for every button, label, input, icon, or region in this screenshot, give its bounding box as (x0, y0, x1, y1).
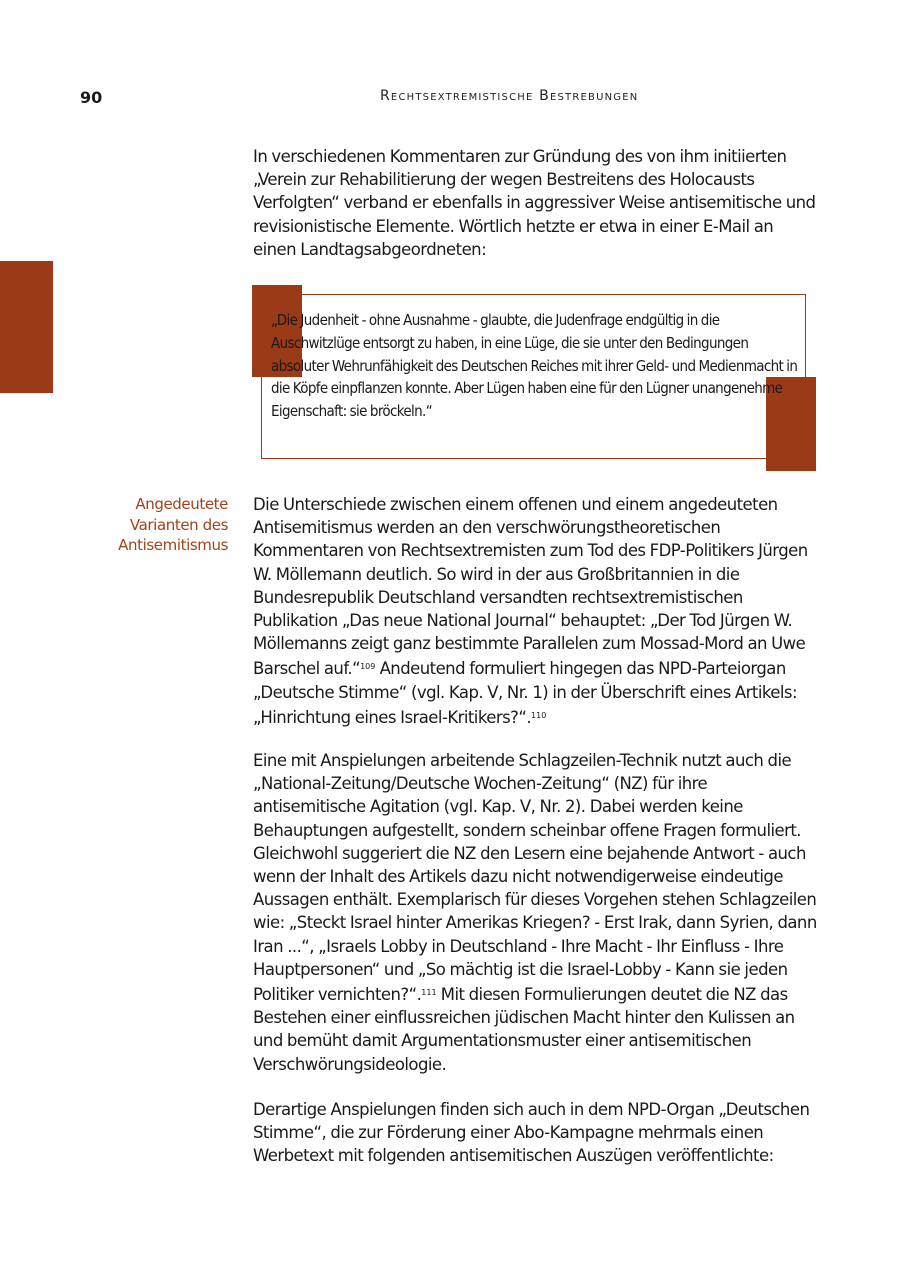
block-quote: „Die Judenheit - ohne Ausnahme - glaubte, die Judenfrage endgültig in die Auschwitzlüge entsorgt zu haben, in eine Lüge, die sie unter den Bedingungen absoluter Wehrunfähigkeit des Deutschen Reiches mit ihrer Geld- und Medienmacht in die Köpfe einpflanzen konnte. Aber Lügen haben eine für den Lügner unangenehme Eigenschaft: sie bröckeln.“ (271, 311, 798, 421)
footnote-ref-111: 111 (421, 988, 437, 998)
paragraph-2-text-a: Die Unterschiede zwischen einem offenen und einem angedeuteten Antisemitismus werden an den verschwörungstheoretischen Kommentaren von Rechtsextremisten zum Tod des FDP-Politikers Jürgen W. Möllemann deutlich. So wird in der aus Großbritannien in die Bundesrepublik Deutschland versandten rechtsextremistischen Publikation „Das neue National Journal“ behauptet: „Der Tod Jürgen W. Möllemanns zeigt ganz bestimmte Parallelen zum Mossad-Mord an Uwe Barschel auf.“ (253, 495, 808, 679)
running-head: Rechtsextremistische Bestrebungen (380, 88, 639, 104)
footnote-ref-110: 110 (531, 710, 547, 720)
paragraph-3-text-a: Eine mit Anspielungen arbeitende Schlagzeilen-Technik nutzt auch die „National-Zeitung/Deutsche Wochen-Zeitung“ (NZ) für ihre antisemitische Agitation (vgl. Kap. V, Nr. 2). Dabei werden keine Behauptungen aufgestellt, sondern scheinbar offene Fragen formuliert. Gleichwohl suggeriert die NZ den Lesern eine bejahende Antwort - auch wenn der Inhalt des Artikels dazu nicht notwendigerweise eindeutige Aussagen enthält. Exemplarisch für dieses Vorgehen stehen Schlagzeilen wie: „Steckt Israel hinter Amerikas Kriegen? - Erst Irak, dann Syrien, dann Iran ...“, „Israels Lobby in Deutschland - Ihre Macht - Ihr Einfluss - Ihre Hauptpersonen“ und „So mächtig ist die Israel-Lobby - Kann sie jeden Politiker vernichten?“. (253, 751, 817, 1005)
chapter-side-tab (0, 261, 53, 393)
paragraph-3 (253, 749, 818, 1076)
margin-note: Angedeutete Varianten des Antisemitismus (118, 495, 228, 554)
paragraph-2 (253, 493, 818, 729)
footnote-ref-109: 109 (360, 662, 376, 672)
paragraph-3-text-b: Mit diesen Formulierungen deutet die NZ das Bestehen einer einflussreichen jüdischen Macht hinter den Kulissen an und bemüht damit Argumentationsmuster einer antisemitischen Verschwörungsideologie. (253, 985, 795, 1074)
paragraph-2-text-b: Andeutend formuliert hingegen das NPD-Parteiorgan „Deutsche Stimme“ (vgl. Kap. V, Nr. 1) in der Überschrift eines Artikels: „Hinrichtung eines Israel-Kritikers?“. (253, 659, 797, 727)
intro-paragraph: In verschiedenen Kommentaren zur Gründung des von ihm initiierten „Verein zur Rehabilitierung der wegen Bestreitens des Holocausts Verfolgten“ verband er ebenfalls in aggressiver Weise antisemitische und revisionistische Elemente. Wörtlich hetzte er etwa in einer E-Mail an einen Landtagsabgeordneten: (253, 147, 816, 259)
paragraph-4: Derartige Anspielungen finden sich auch in dem NPD-Organ „Deutschen Stimme“, die zur Förderung einer Abo-Kampagne mehrmals einen Werbetext mit folgenden antisemitischen Auszügen veröffentlichte: (253, 1100, 810, 1166)
page-number: 90 (80, 88, 103, 107)
